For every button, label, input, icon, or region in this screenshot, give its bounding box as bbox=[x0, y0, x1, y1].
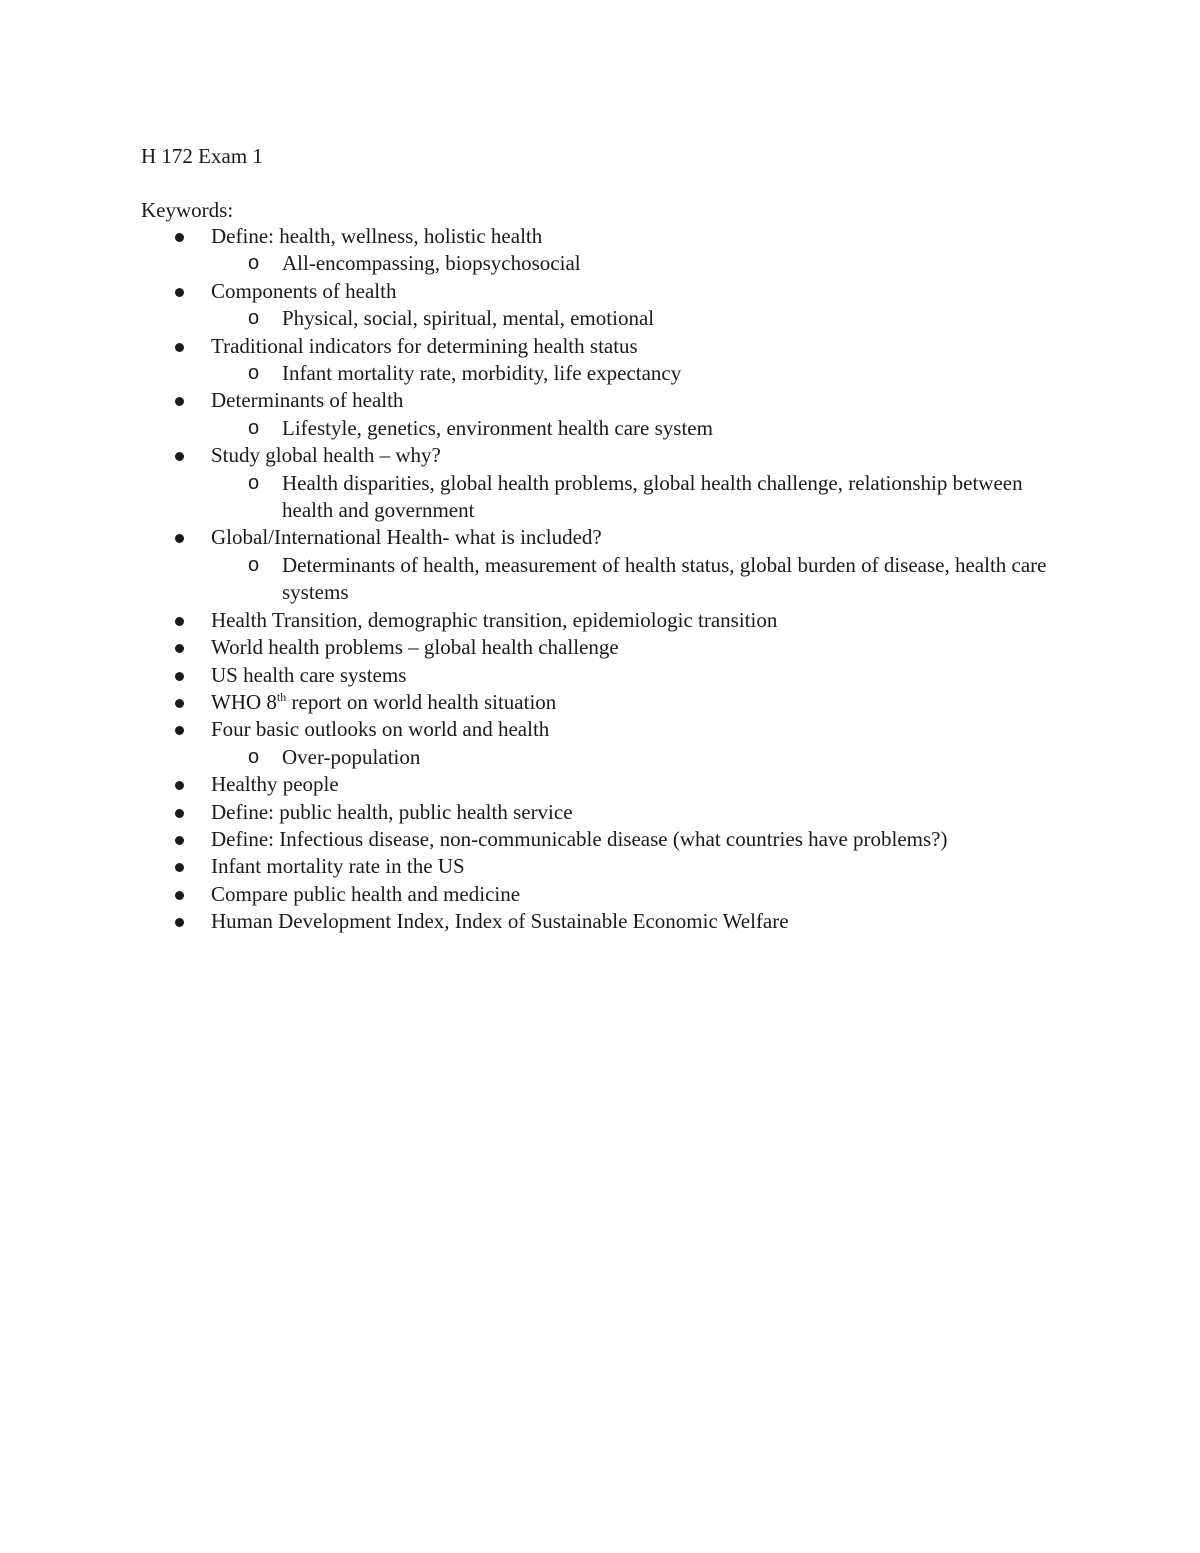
bullet-icon bbox=[175, 918, 184, 927]
sub-bullet-icon: o bbox=[248, 416, 260, 439]
bullet-icon bbox=[175, 809, 184, 818]
keyword-list bbox=[0, 223, 1200, 936]
bullet-icon bbox=[175, 781, 184, 790]
sub-list-item bbox=[0, 360, 1200, 387]
bullet-icon bbox=[175, 836, 184, 845]
list-item-label: Compare public health and medicine bbox=[211, 881, 521, 906]
bullet-icon bbox=[175, 534, 184, 543]
list-item bbox=[0, 442, 1200, 469]
list-item bbox=[0, 662, 1200, 689]
bullet-icon bbox=[175, 863, 184, 872]
sub-list-item bbox=[0, 305, 1200, 332]
sub-list-item-text: Lifestyle, genetics, environment health care system bbox=[282, 415, 713, 440]
list-item-text bbox=[211, 662, 1071, 689]
sub-list-item bbox=[0, 470, 1200, 525]
list-item-label: WHO 8 bbox=[211, 689, 277, 714]
sub-bullet-icon: o bbox=[248, 362, 260, 385]
bullet-icon bbox=[175, 288, 184, 297]
bullet-icon bbox=[175, 644, 184, 653]
sub-list-item-text: Over-population bbox=[282, 744, 421, 769]
list-item-label: Define: public health, public health service bbox=[211, 799, 573, 824]
sub-list-item bbox=[0, 552, 1200, 607]
list-item-text bbox=[211, 223, 1071, 250]
list-item-label: Define: Infectious disease, non-communicable disease (what countries have problems?) bbox=[211, 826, 948, 851]
list-item bbox=[0, 799, 1200, 826]
list-item bbox=[0, 826, 1200, 853]
list-item bbox=[0, 524, 1200, 551]
document-title: H 172 Exam 1 bbox=[141, 144, 263, 168]
list-item-text bbox=[211, 442, 1071, 469]
list-item-text bbox=[211, 278, 1071, 305]
list-item-label: Infant mortality rate in the US bbox=[211, 854, 465, 879]
list-item-text bbox=[211, 333, 1071, 360]
sub-list-item bbox=[0, 250, 1200, 277]
list-item-label: Components of health bbox=[211, 278, 397, 303]
sub-bullet-icon: o bbox=[248, 252, 260, 275]
list-item-label: US health care systems bbox=[211, 662, 407, 687]
list-item-label: Health Transition, demographic transition, epidemiologic transition bbox=[211, 607, 778, 632]
list-item bbox=[0, 881, 1200, 908]
list-item-text bbox=[211, 607, 1071, 634]
list-item-label: Determinants of health bbox=[211, 388, 404, 413]
list-item-label: Study global health – why? bbox=[211, 443, 441, 468]
list-item-label: Define: health, wellness, holistic health bbox=[211, 224, 543, 248]
bullet-icon bbox=[175, 672, 184, 681]
bullet-icon bbox=[175, 617, 184, 626]
list-item-label: Healthy people bbox=[211, 772, 339, 797]
list-item-text bbox=[211, 716, 1071, 743]
list-item-text bbox=[211, 771, 1071, 798]
list-item bbox=[0, 689, 1200, 716]
sub-list-item-text: Physical, social, spiritual, mental, emotional bbox=[282, 306, 655, 331]
list-item bbox=[0, 716, 1200, 743]
bullet-icon bbox=[175, 397, 184, 406]
list-item-text bbox=[211, 689, 1071, 716]
sub-list-item bbox=[0, 744, 1200, 771]
list-item-label: World health problems – global health challenge bbox=[211, 635, 619, 660]
list-item bbox=[0, 223, 1200, 250]
list-item-text bbox=[211, 881, 1071, 908]
list-item-label: Human Development Index, Index of Sustainable Economic Welfare bbox=[211, 909, 789, 934]
sub-list-item-text: Determinants of health, measurement of health status, global burden of disease, health care systems bbox=[282, 552, 1047, 605]
bullet-icon bbox=[175, 233, 184, 242]
sub-list-item-text: Health disparities, global health problems, global health challenge, relationship between health and government bbox=[282, 470, 1023, 523]
list-item-label-continued: report on world health situation bbox=[286, 689, 557, 714]
sub-bullet-icon: o bbox=[248, 745, 260, 768]
list-item-text bbox=[211, 908, 1071, 935]
sub-bullet-icon: o bbox=[248, 553, 260, 576]
list-item-text bbox=[211, 826, 1071, 853]
list-item-text bbox=[211, 634, 1071, 661]
sub-list-item-text: Infant mortality rate, morbidity, life expectancy bbox=[282, 361, 682, 386]
list-item-text bbox=[211, 387, 1071, 414]
list-item bbox=[0, 853, 1200, 880]
sub-list-item bbox=[0, 415, 1200, 442]
list-item-label: Global/International Health- what is included? bbox=[211, 525, 602, 550]
superscript: th bbox=[276, 689, 287, 704]
list-item-text bbox=[211, 524, 1071, 551]
list-item bbox=[0, 771, 1200, 798]
bullet-icon bbox=[175, 726, 184, 735]
list-item bbox=[0, 607, 1200, 634]
list-item bbox=[0, 634, 1200, 661]
bullet-icon bbox=[175, 343, 184, 352]
list-item bbox=[0, 278, 1200, 305]
list-item bbox=[0, 333, 1200, 360]
bullet-icon bbox=[175, 891, 184, 900]
list-item-label: Traditional indicators for determining health status bbox=[211, 333, 638, 358]
list-item-label: Four basic outlooks on world and health bbox=[211, 717, 550, 742]
list-item bbox=[0, 908, 1200, 935]
sub-list-item-text: All-encompassing, biopsychosocial bbox=[282, 251, 581, 276]
list-item-text bbox=[211, 853, 1071, 880]
list-item-text bbox=[211, 799, 1071, 826]
list-item bbox=[0, 387, 1200, 414]
bullet-icon bbox=[175, 699, 184, 708]
keywords-heading: Keywords: bbox=[141, 198, 234, 222]
bullet-icon bbox=[175, 452, 184, 461]
sub-bullet-icon: o bbox=[248, 471, 260, 494]
sub-bullet-icon: o bbox=[248, 307, 260, 330]
